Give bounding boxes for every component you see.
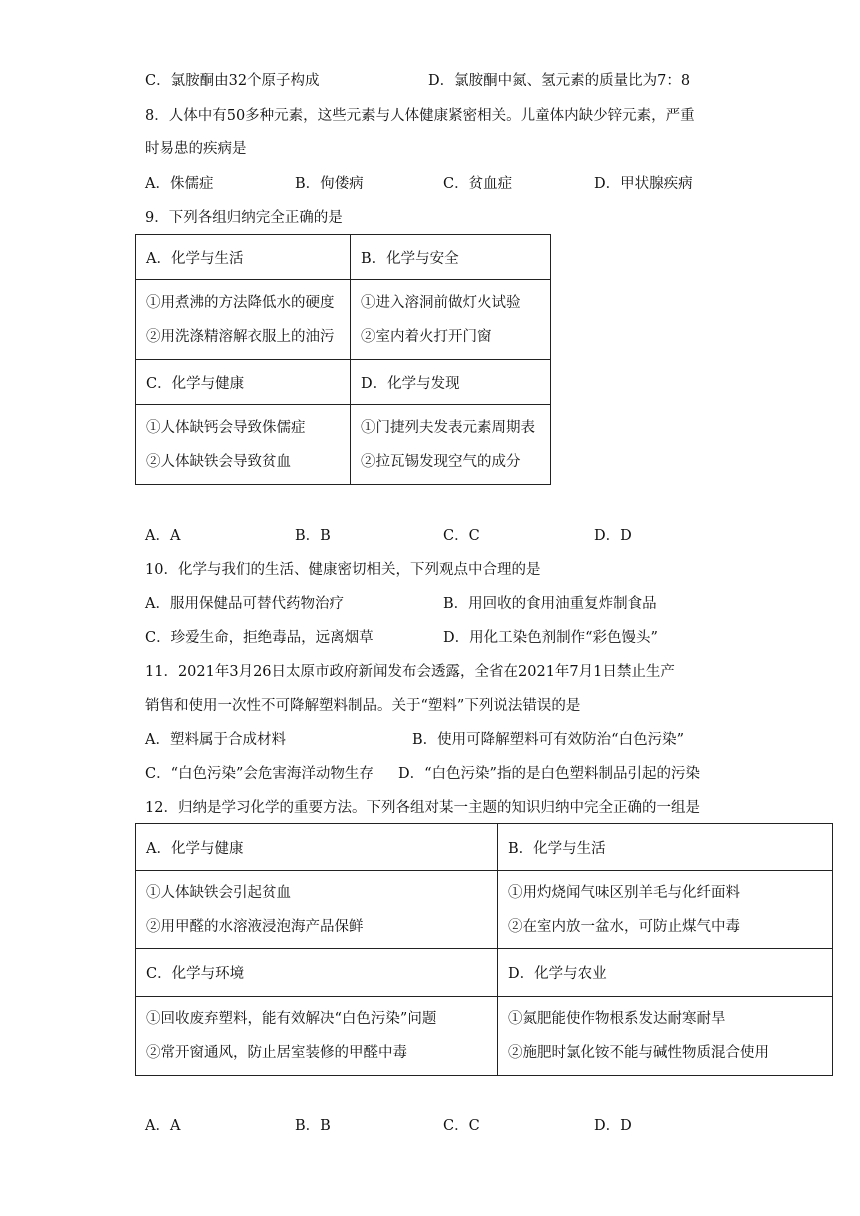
q9-cell-a <box>136 280 351 360</box>
q9-cell-b <box>351 280 551 360</box>
q8-option-d: D．甲状腺疾病 <box>594 176 693 192</box>
q12-option-b: B．B <box>295 1118 331 1134</box>
q10-option-c: C．珍爱生命，拒绝毒品，远离烟草 <box>145 630 374 646</box>
q7-option-d: D．氯胺酮中氮、氢元素的质量比为7：8 <box>428 73 691 89</box>
q11-option-a: A．塑料属于合成材料 <box>145 732 286 748</box>
q12-header-d: D．化学与农业 <box>498 949 833 997</box>
q8-option-a: A．侏儒症 <box>145 176 214 192</box>
q9-header-d: D．化学与发现 <box>351 360 551 405</box>
q12-d-item2: ②施肥时氯化铵不能与碱性物质混合使用 <box>508 1045 769 1061</box>
q10-stem: 10．化学与我们的生活、健康密切相关，下列观点中合理的是 <box>145 562 541 578</box>
q9-option-c: C．C <box>443 528 480 544</box>
q9-header-c: C．化学与健康 <box>136 360 351 405</box>
q9-a-item1: ①用煮沸的方法降低水的硬度 <box>146 294 335 311</box>
q8-stem-line2: 时易患的疾病是 <box>145 141 247 157</box>
q9-d-item2: ②拉瓦锡发现空气的成分 <box>361 453 521 470</box>
q9-c-item1: ①人体缺钙会导致侏儒症 <box>146 419 306 436</box>
q11-stem-line1: 11．2021年3月26日太原市政府新闻发布会透露，全省在2021年7月1日禁止生产 <box>145 664 675 680</box>
q9-table <box>135 234 551 485</box>
q9-b-item1: ①进入溶洞前做灯火试验 <box>361 294 521 311</box>
q9-header-a: A．化学与生活 <box>136 235 351 280</box>
q11-option-b: B．使用可降解塑料可有效防治“白色污染” <box>412 732 684 748</box>
q12-cell-c <box>136 997 498 1076</box>
q9-option-b: B．B <box>295 528 331 544</box>
q12-b-item1: ①用灼烧闻气味区别羊毛与化纤面料 <box>508 884 740 901</box>
q9-option-a: A．A <box>145 528 181 544</box>
q10-option-b: B．用回收的食用油重复炸制食品 <box>443 596 657 612</box>
q8-option-c: C．贫血症 <box>443 176 513 192</box>
q12-c-item2: ②常开窗通风，防止居室装修的甲醛中毒 <box>146 1045 407 1061</box>
q9-header-b: B．化学与安全 <box>351 235 551 280</box>
q9-cell-d <box>351 405 551 485</box>
q9-c-item2: ②人体缺铁会导致贫血 <box>146 453 291 470</box>
q12-option-a: A．A <box>145 1118 181 1134</box>
q12-d-item1: ①氮肥能使作物根系发达耐寒耐旱 <box>508 1011 726 1027</box>
q11-stem-line2: 销售和使用一次性不可降解塑料制品。关于“塑料”下列说法错误的是 <box>145 698 581 714</box>
q12-option-c: C．C <box>443 1118 480 1134</box>
q9-cell-c <box>136 405 351 485</box>
q12-cell-a <box>136 871 498 949</box>
q12-b-item2: ②在室内放一盆水，可防止煤气中毒 <box>508 918 740 935</box>
q12-header-a: A．化学与健康 <box>136 824 498 871</box>
q7-option-c: C．氯胺酮由32个原子构成 <box>145 73 320 89</box>
q12-c-item1: ①回收废弃塑料，能有效解决“白色污染”问题 <box>146 1011 437 1027</box>
q12-table <box>135 823 833 1076</box>
q11-option-c: C．“白色污染”会危害海洋动物生存 <box>145 766 374 782</box>
q9-b-item2: ②室内着火打开门窗 <box>361 328 492 345</box>
q11-option-d: D．“白色污染”指的是白色塑料制品引起的污染 <box>398 766 700 782</box>
q9-a-item2: ②用洗涤精溶解衣服上的油污 <box>146 328 335 345</box>
q8-option-b: B．佝偻病 <box>295 176 364 192</box>
q8-stem-line1: 8．人体中有50多种元素，这些元素与人体健康紧密相关。儿童体内缺少锌元素，严重 <box>145 108 695 124</box>
q12-option-d: D．D <box>594 1118 632 1134</box>
q12-a-item2: ②用甲醛的水溶液浸泡海产品保鲜 <box>146 918 364 935</box>
q9-d-item1: ①门捷列夫发表元素周期表 <box>361 419 535 436</box>
q12-header-c: C．化学与环境 <box>136 949 498 997</box>
q12-cell-d <box>498 997 833 1076</box>
q12-header-b: B．化学与生活 <box>498 824 833 871</box>
q12-cell-b <box>498 871 833 949</box>
q12-a-item1: ①人体缺铁会引起贫血 <box>146 884 291 901</box>
q12-stem: 12．归纳是学习化学的重要方法。下列各组对某一主题的知识归纳中完全正确的一组是 <box>145 800 700 816</box>
q9-option-d: D．D <box>594 528 632 544</box>
q10-option-d: D．用化工染色剂制作“彩色馒头” <box>443 630 658 646</box>
q10-option-a: A．服用保健品可替代药物治疗 <box>145 596 344 612</box>
q9-stem: 9．下列各组归纳完全正确的是 <box>145 210 343 226</box>
